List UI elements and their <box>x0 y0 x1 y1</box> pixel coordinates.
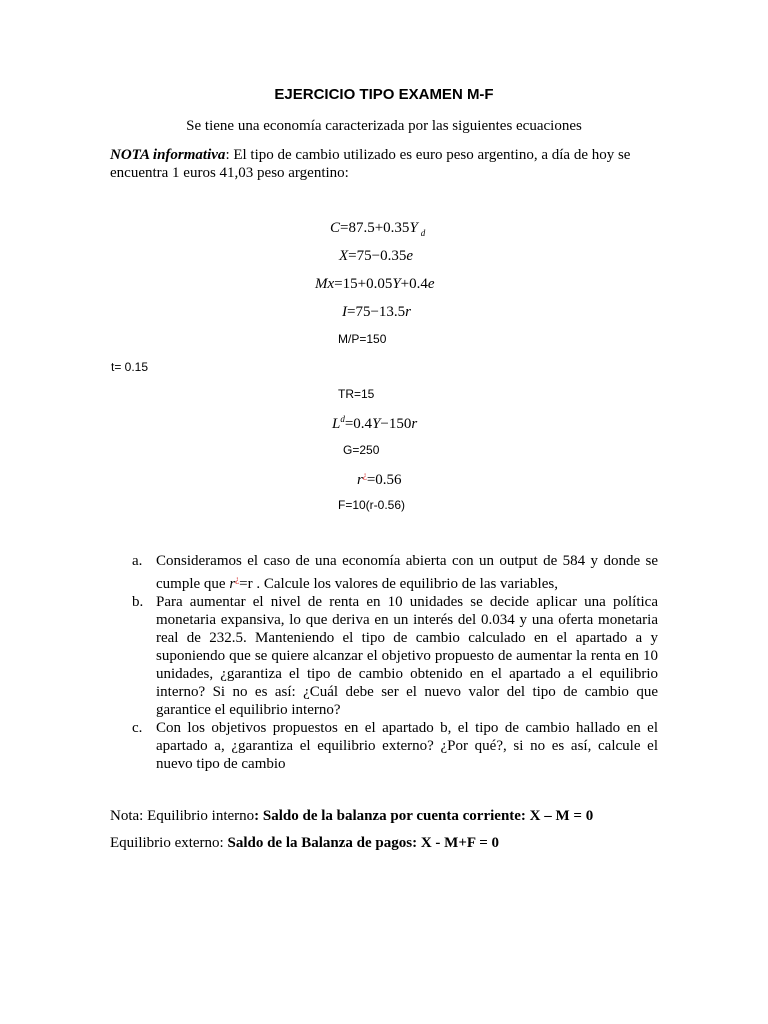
nota-informativa <box>110 146 658 182</box>
equation-world-interest: r¿=0.56 <box>357 470 402 488</box>
equation-money-demand: $L^d=0.4Y-150r$ <box>332 414 418 432</box>
question-marker: a. <box>132 553 143 569</box>
note-equilibrio-externo: Equilibrio externo: Saldo de la Balanza de pagos: X - M+F = 0 <box>110 835 500 851</box>
subtitle: Se tiene una economía caracterizada por las siguientes ecuaciones <box>186 118 582 134</box>
tax-rate: t= 0.15 <box>111 360 149 374</box>
equation-consumption: C=87.5+0.35Y $_d$ <box>330 220 426 238</box>
question-marker: c. <box>132 720 143 736</box>
page-title: EJERCICIO TIPO EXAMEN M-F <box>274 86 494 103</box>
equation-imports: Mx=15+0.05Y+0.4e <box>315 276 435 292</box>
nota-text: : El tipo de cambio utilizado es euro peso argentino, a día de hoy se encuentra 1 euros 41,03 peso argentino: <box>110 147 631 181</box>
question-list <box>110 552 658 773</box>
note-equilibrio-interno: Nota: Equilibrio interno: Saldo de la balanza por cuenta corriente: X – M = 0 <box>110 808 594 824</box>
capital-flows: F=10(r-0.56) <box>338 498 406 512</box>
list-item: c. Con los objetivos propuestos en el apartado b, el tipo de cambio hallado en el apartado a, ¿garantiza el equilibrio externo? ¿Por qué?, si no es así, calcule el nuevo tipo de cambio <box>132 720 658 772</box>
nota-label: NOTA informativa <box>110 147 226 163</box>
equation-exports: X=75−0.35e <box>339 248 414 264</box>
question-marker: b. <box>132 594 144 610</box>
equation-investment: I=75−13.5r <box>342 304 412 320</box>
equation-money-supply: M/P=150 <box>338 332 387 346</box>
transfers: TR=15 <box>338 387 375 401</box>
list-item: b. Para aumentar el nivel de renta en 10 unidades se decide aplicar una política monetaria expansiva, lo que deriva en un interés del 0.034 y una oferta monetaria real de 232.5. Manteniendo el tipo de cambio calculado en el apartado a y suponiendo que se quiere alcanzar el objetivo propuesto de aumentar la renta en 10 unidades, ¿garantiza el tipo de cambio obtenido en el apartado a el equilibrio interno? Si no es así: ¿Cuál debe ser el nuevo valor del tipo de cambio que garantice el equilibrio interno? <box>132 594 658 718</box>
list-item: a. Consideramos el caso de una economía abierta con un output de 584 y donde se cumple que r¿=r . Calcule los valores de equilibrio de las variables, <box>132 553 658 592</box>
government-spending: G=250 <box>343 443 380 457</box>
